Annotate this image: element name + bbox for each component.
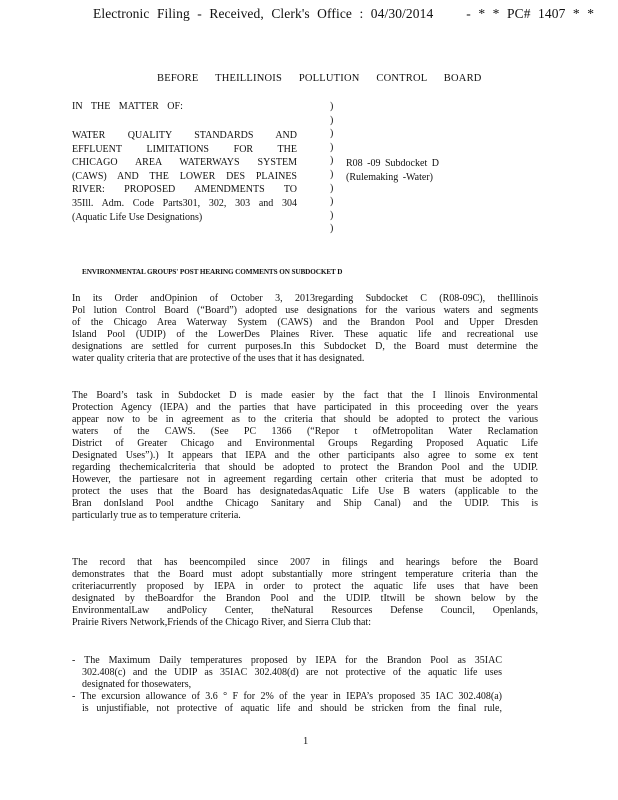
text-line: designations are settled for current purposes.In this Subdocket D, the Board must determine the [72, 341, 538, 352]
caption-line: CHICAGO AREA WATERWAYS SYSTEM [72, 157, 297, 169]
page-number: 1 [303, 736, 309, 747]
paren: ) [330, 168, 334, 180]
text-line: However, the partiesare not in agreement regarding certain other criteria that must be adopted to [72, 474, 538, 485]
docket-number: R08 -09 Subdocket D [346, 158, 439, 169]
caption-line: RIVER: PROPOSED AMENDMENTS TO [72, 184, 297, 196]
text-line: Prairie Rivers Network,Friends of the Chicago River, and Sierra Club that: [72, 617, 371, 628]
text-line: water quality criteria that are protective of the uses that it has designated. [72, 353, 365, 364]
caption-line: (Aquatic Life Use Designations) [72, 211, 203, 223]
text-line: waters of the CAWS. (See PC 1366 (“Repor t ofMetropolitan Water Reclamation [72, 426, 538, 437]
text-line: Island Pool (UDIP) of the LowerDes Plaines River. These aquatic life and recreational use [72, 329, 538, 340]
text-line: demonstrates that the Board must adopt substantially more stringent temperature criteria than the [72, 569, 538, 580]
bullet-item [72, 691, 502, 715]
caption-line: 35Ill. Adm. Code Parts301, 302, 303 and 304 [72, 197, 297, 209]
section-heading: ENVIRONMENTAL GROUPS' POST HEARING COMMENTS ON SUBDOCKET D [82, 268, 343, 276]
paren: ) [330, 141, 334, 153]
text-line: Protection Agency (IEPA) and the parties that have participated in this proceeding over the years [72, 402, 538, 413]
text-line: - The Maximum Daily temperatures proposed by IEPA for the Brandon Pool as 35IAC [72, 655, 502, 666]
docket-info [346, 157, 439, 184]
text-line: Bran donIsland Pool andthe Chicago Sanitary and Ship Canal) and the UDIP. This is [72, 498, 538, 509]
caption-line: EFFLUENT LIMITATIONS FOR THE [72, 143, 297, 155]
paren: ) [330, 223, 334, 235]
pc-number: - * * PC# 1407 * * [466, 6, 595, 21]
bullet-item [72, 655, 502, 691]
paren: ) [330, 182, 334, 194]
bullet-list [72, 655, 502, 715]
text-line: District of Greater Chicago and Environmental Groups Regarding Proposed Aquatic Life [72, 438, 538, 449]
text-line: of the Chicago Area Waterway System (CAWS) and the Brandon Pool and Upper Dresden [72, 317, 538, 328]
caption-line: (CAWS) AND THE LOWER DES PLAINES [72, 170, 297, 182]
text-line: In its Order andOpinion of October 3, 2013regarding Subdocket C (R08-09C), theIllinois [72, 293, 538, 304]
paren: ) [330, 128, 334, 140]
rulemaking-type: (Rulemaking -Water) [346, 171, 433, 183]
text-line: - The excursion allowance of 3.6 ° F for 2% of the year in IEPA’s proposed 35 IAC 302.408(a) [72, 691, 502, 702]
paren: ) [330, 155, 334, 167]
caption-block [72, 129, 297, 224]
text-line: protect the uses that the Board has designatedasAquatic Life Use B waters (applicable to the [72, 486, 538, 497]
text-line: appear now to be in agreement as to the criteria that should be adopted to protect the various [72, 414, 538, 425]
text-line: regarding thechemicalcriteria that should be adopted to protect the Brandon Pool and the UDIP. [72, 462, 538, 473]
text-line: The record that has beencompiled since 2007 in filings and hearings before the Board [72, 557, 538, 568]
caption-parentheses [330, 100, 333, 236]
paren: ) [330, 114, 334, 126]
text-line: 302.408(c) and the UDIP as 35IAC 302.408(d) are not protective of the aquatic life uses [82, 667, 502, 678]
text-line: Designated Uses”).) It appears that IEPA and the other participants also agree to some ex tent [72, 450, 538, 461]
paragraph-3 [72, 557, 538, 629]
paren: ) [330, 196, 334, 208]
paren: ) [330, 209, 334, 221]
text-line: particularly true as to temperature criteria. [72, 510, 241, 521]
paragraph-2 [72, 390, 538, 522]
text-line: Pol lution Control Board (“Board”) adopted use designations for the various waters and segments [72, 305, 538, 316]
filing-header [93, 6, 594, 22]
text-line: is unjustifiable, not protective of aquatic life and should be stricken from the final rule, [82, 703, 502, 714]
filing-received-label: Electronic Filing - Received, Clerk's Office : 04/30/2014 [93, 6, 434, 21]
paragraph-1 [72, 293, 538, 365]
paren: ) [330, 101, 334, 112]
in-the-matter-label: IN THE MATTER OF: [72, 101, 183, 112]
board-title: BEFORE THEILLINOIS POLLUTION CONTROL BOARD [157, 73, 482, 84]
text-line: EnvironmentalLaw andPolicy Center, theNatural Resources Defense Council, Openlands, [72, 605, 538, 616]
text-line: The Board’s task in Subdocket D is made easier by the fact that the I llinois Environmental [72, 390, 538, 401]
caption-line: WATER QUALITY STANDARDS AND [72, 130, 297, 141]
text-line: designated for thosewaters, [82, 679, 192, 690]
text-line: criteriacurrently proposed by IEPA in order to protect the aquatic life uses that have been [72, 581, 538, 592]
text-line: designated by theBoardfor the Brandon Pool and the UDIP. tItwill be shown below by the [72, 593, 538, 604]
